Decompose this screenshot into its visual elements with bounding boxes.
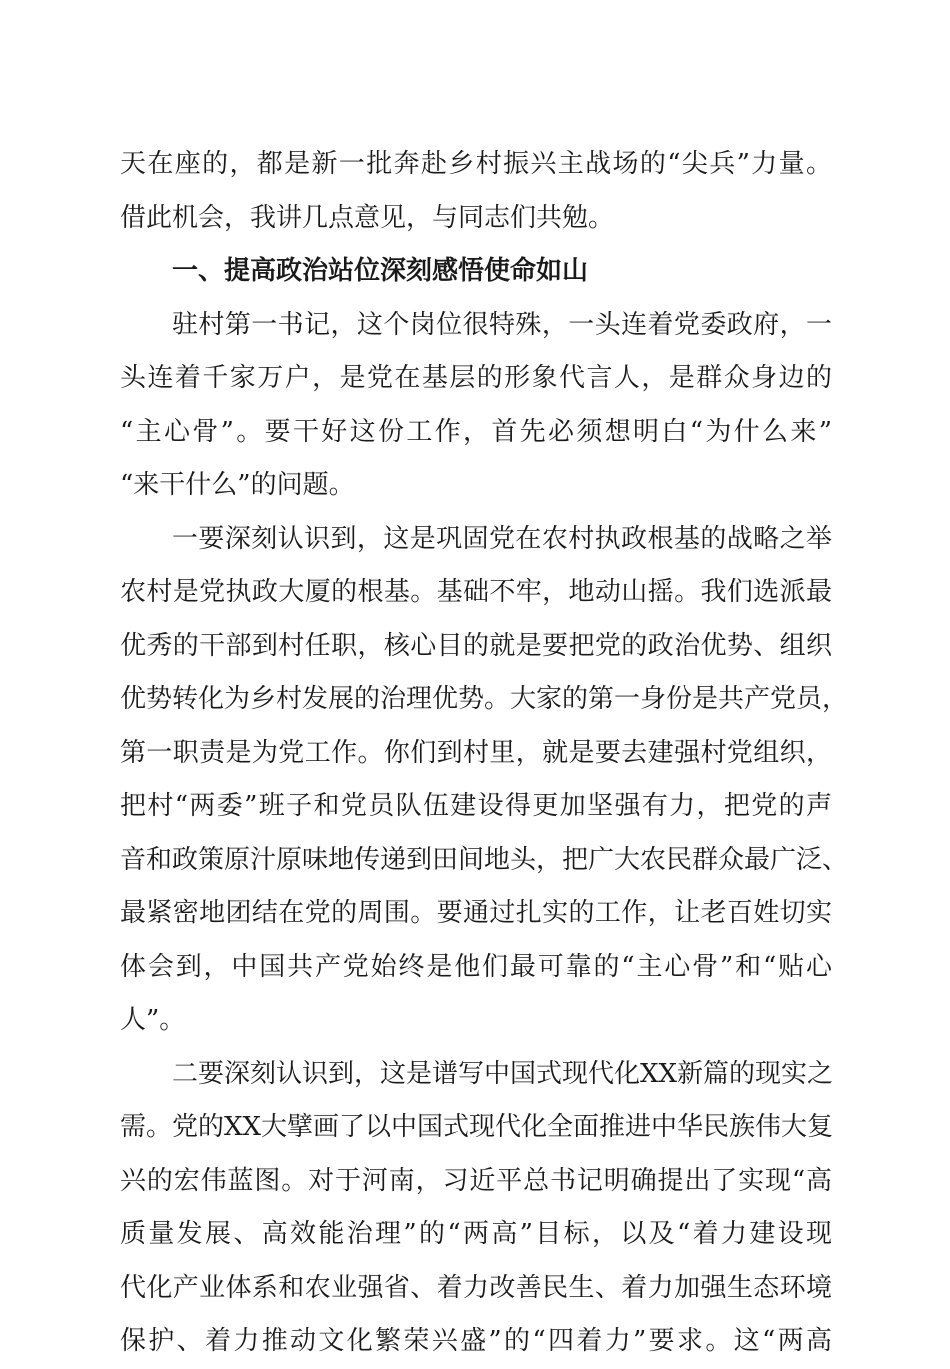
body-line: 最紧密地团结在党的周围。要通过扎实的工作，让老百姓切实 [120,898,832,928]
body-line: 头连着千家万户，是党在基层的形象代言人，是群众身边的 [120,363,832,393]
body-line: 第一职责是为党工作。你们到村里，就是要去建强村党组织， [120,737,832,768]
body-line: 体会到，中国共产党始终是他们最可靠的“主心骨”和“贴心 [120,951,832,982]
body-line: 农村是党执政大厦的根基。基础不牢，地动山摇。我们选派最 [120,577,832,607]
body-line: 兴的宏伟蓝图。对于河南，习近平总书记明确提出了实现“高 [120,1165,832,1196]
body-line: 质量发展、高效能治理”的“两高”目标，以及“着力建设现 [120,1219,832,1249]
body-line: 保护、着力推动文化繁荣兴盛”的“四着力”要求。这“两高 [120,1326,832,1356]
body-line: 人”。 [120,1005,186,1035]
body-line: “主心骨”。要干好这份工作，首先必须想明白“为什么来” [120,416,832,447]
body-line: 优秀的干部到村任职，核心目的就是要把党的政治优势、组织 [120,630,832,661]
body-line: 借此机会，我讲几点意见，与同志们共勉。 [120,202,615,233]
body-line: 需。党的XX大擘画了以中国式现代化全面推进中华民族伟大复 [120,1112,834,1142]
body-line: “来干什么”的问题。 [120,470,355,500]
body-line: 一要深刻认识到，这是巩固党在农村执政根基的战略之举 [172,523,832,554]
body-line: 音和政策原汁原味地传递到田间地头，把广大农民群众最广泛、 [120,844,849,875]
body-line: 代化产业体系和农业强省、着力改善民生、着力加强生态环境 [120,1272,832,1303]
body-line: 天在座的，都是新一批奔赴乡村振兴主战场的“尖兵”力量。 [120,149,832,179]
body-line: 驻村第一书记，这个岗位很特殊，一头连着党委政府，一 [172,309,832,340]
body-line: 把村“两委”班子和党员队伍建设得更加坚强有力，把党的声 [120,791,832,821]
section-heading: 一、提高政治站位深刻感悟使命如山 [172,256,589,286]
document-body [120,138,849,1369]
body-line: 优势转化为乡村发展的治理优势。大家的第一身份是共产党员， [120,684,849,714]
body-line: 二要深刻认识到，这是谱写中国式现代化XX新篇的现实之 [172,1058,834,1089]
